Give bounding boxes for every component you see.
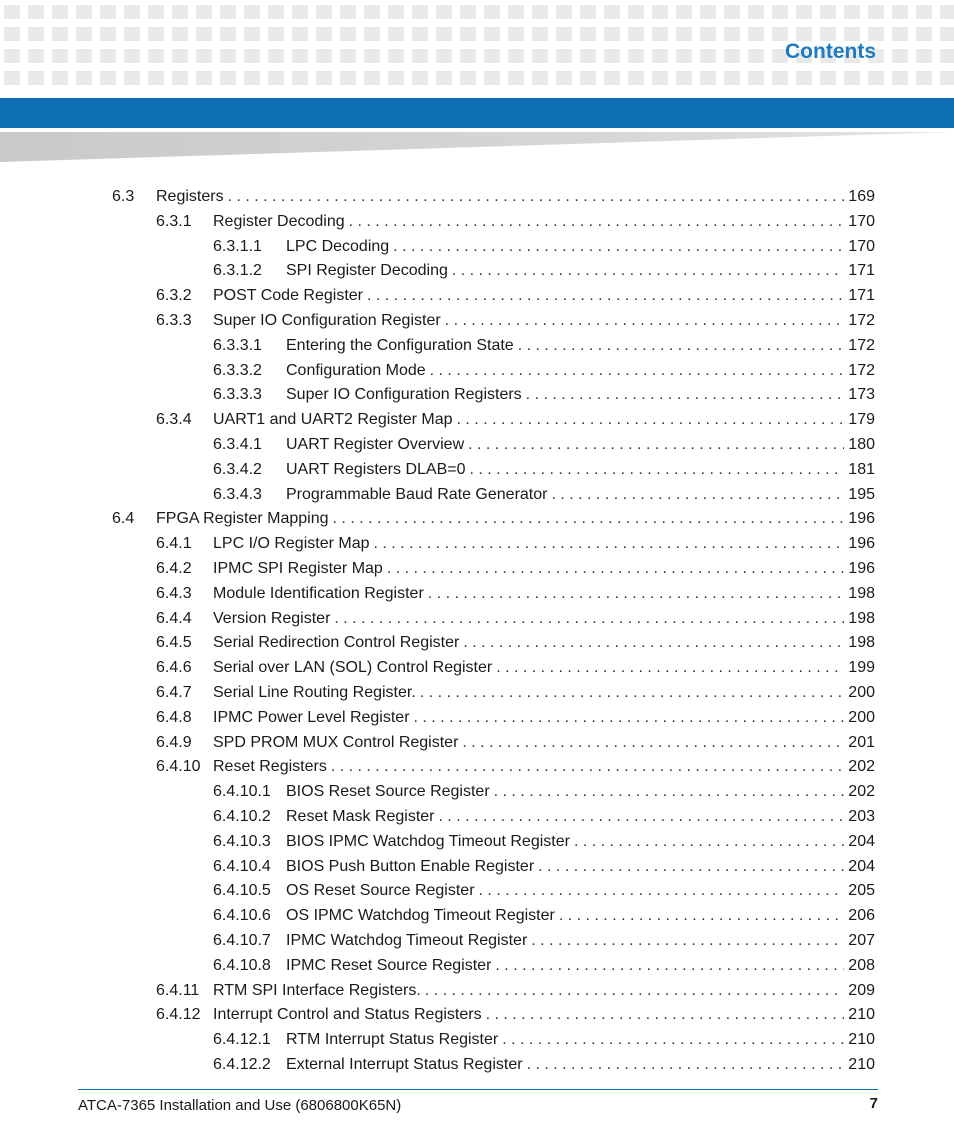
toc-entry-title: Super IO Configuration Registers xyxy=(286,386,522,404)
toc-entry[interactable] xyxy=(213,1028,875,1052)
toc-entry-title: Entering the Configuration State xyxy=(286,336,514,354)
toc-entry-number: 6.4.3 xyxy=(156,584,192,602)
toc-entry[interactable] xyxy=(156,1003,875,1027)
toc-entry-page: 199 xyxy=(848,659,875,677)
toc-entry[interactable] xyxy=(213,334,875,358)
toc-entry[interactable] xyxy=(156,656,875,680)
toc-entry[interactable] xyxy=(156,706,875,730)
toc-entry[interactable] xyxy=(112,507,875,531)
toc-entry-number: 6.3.4 xyxy=(156,411,192,429)
toc-entry[interactable] xyxy=(213,458,875,482)
toc-entry[interactable] xyxy=(213,433,875,457)
toc-entry-title: OS Reset Source Register xyxy=(286,882,475,900)
toc-entry-page: 202 xyxy=(848,758,875,776)
toc-dot-leader xyxy=(457,408,845,432)
toc-entry-page: 210 xyxy=(848,1056,875,1073)
toc-entry-number: 6.4.2 xyxy=(156,560,192,577)
toc-entry-title: SPI Register Decoding xyxy=(286,262,448,280)
toc-entry-page: 210 xyxy=(848,1006,875,1024)
toc-entry-number: 6.4.10.8 xyxy=(213,956,271,974)
toc-entry-title: UART Registers DLAB=0 xyxy=(286,460,466,478)
toc-entry-page: 195 xyxy=(848,485,875,503)
toc-entry-number: 6.3.4.2 xyxy=(213,460,262,478)
toc-entry-page: 208 xyxy=(848,956,875,974)
toc-entry-number: 6.3.4.3 xyxy=(213,485,262,503)
toc-entry-page: 198 xyxy=(848,634,875,652)
toc-entry[interactable] xyxy=(213,235,875,259)
toc-dot-leader xyxy=(531,929,844,953)
footer-divider xyxy=(78,1089,878,1090)
toc-dot-leader xyxy=(445,309,845,333)
toc-dot-leader xyxy=(420,681,845,705)
toc-entry-page: 173 xyxy=(848,386,875,404)
toc-dot-leader xyxy=(374,532,845,556)
toc-entry-page: 180 xyxy=(848,436,875,453)
toc-entry-number: 6.4.1 xyxy=(156,535,192,553)
toc-entry-number: 6.4.12 xyxy=(156,1006,201,1024)
toc-entry[interactable] xyxy=(156,284,875,308)
toc-entry[interactable] xyxy=(156,681,875,705)
toc-entry-number: 6.4.10.2 xyxy=(213,808,271,825)
toc-entry-page: 171 xyxy=(848,287,875,305)
toc-entry-page: 201 xyxy=(848,733,875,751)
toc-entry-page: 206 xyxy=(848,907,875,925)
toc-entry-number: 6.4.10.5 xyxy=(213,882,271,900)
toc-entry-title: Programmable Baud Rate Generator xyxy=(286,485,548,503)
toc-entry-title: UART1 and UART2 Register Map xyxy=(213,411,453,429)
toc-entry-title: LPC I/O Register Map xyxy=(213,535,370,553)
toc-dot-leader xyxy=(494,780,845,804)
toc-entry-title: UART Register Overview xyxy=(286,436,465,453)
toc-entry-number: 6.4.5 xyxy=(156,634,192,652)
toc-dot-leader xyxy=(462,731,844,755)
toc-entry[interactable] xyxy=(213,855,875,879)
toc-entry[interactable] xyxy=(213,259,875,283)
toc-entry[interactable] xyxy=(156,408,875,432)
toc-entry-title: LPC Decoding xyxy=(286,237,390,255)
toc-dot-leader xyxy=(387,557,844,581)
page-title: Contents xyxy=(785,40,876,63)
toc-entry-page: 200 xyxy=(848,684,875,701)
toc-entry-number: 6.4.4 xyxy=(156,609,192,627)
toc-entry-title: Reset Mask Register xyxy=(286,808,435,825)
toc-entry[interactable] xyxy=(112,185,875,209)
toc-entry-title: BIOS Reset Source Register xyxy=(286,783,490,801)
toc-entry[interactable] xyxy=(156,309,875,333)
toc-dot-leader xyxy=(367,284,844,308)
toc-entry-page: 170 xyxy=(848,237,875,255)
toc-entry-title: IPMC Power Level Register xyxy=(213,708,410,726)
toc-entry-number: 6.3.3.3 xyxy=(213,386,262,404)
toc-entry-page: 204 xyxy=(848,832,875,850)
toc-entry[interactable] xyxy=(213,359,875,383)
toc-entry-page: 204 xyxy=(848,857,875,875)
toc-entry[interactable] xyxy=(213,805,875,829)
toc-entry-page: 196 xyxy=(848,510,875,528)
toc-dot-leader xyxy=(574,830,844,854)
toc-entry-page: 181 xyxy=(848,460,875,478)
toc-entry-number: 6.4.6 xyxy=(156,659,192,677)
toc-entry[interactable] xyxy=(213,780,875,804)
toc-dot-leader xyxy=(527,1053,845,1077)
footer-document-title: ATCA-7365 Installation and Use (6806800K65N) xyxy=(78,1097,402,1114)
toc-entry-title: OS IPMC Watchdog Timeout Register xyxy=(286,907,555,925)
toc-entry-title: SPD PROM MUX Control Register xyxy=(213,733,459,751)
toc-entry-title: IPMC Watchdog Timeout Register xyxy=(286,932,528,949)
toc-dot-leader xyxy=(502,1028,844,1052)
toc-entry[interactable] xyxy=(213,830,875,854)
toc-entry-page: 172 xyxy=(848,361,875,379)
toc-entry-page: 209 xyxy=(848,981,875,999)
toc-entry[interactable] xyxy=(156,979,875,1003)
toc-entry-page: 196 xyxy=(848,535,875,553)
toc-entry[interactable] xyxy=(213,383,875,407)
toc-entry-number: 6.3.3.2 xyxy=(213,361,262,379)
toc-entry-number: 6.3.1.1 xyxy=(213,237,262,255)
toc-entry-title: Serial Redirection Control Register xyxy=(213,634,460,652)
toc-entry-page: 203 xyxy=(848,808,875,825)
toc-dot-leader xyxy=(452,259,844,283)
toc-entry-title: BIOS IPMC Watchdog Timeout Register xyxy=(286,832,570,850)
toc-entry-number: 6.4.12.2 xyxy=(213,1056,271,1073)
toc-dot-leader xyxy=(526,383,845,407)
toc-entry-title: BIOS Push Button Enable Register xyxy=(286,857,535,875)
toc-entry-number: 6.4.10.6 xyxy=(213,907,271,925)
toc-entry-title: Serial over LAN (SOL) Control Register xyxy=(213,659,493,677)
toc-entry-number: 6.4.10 xyxy=(156,758,201,776)
toc-entry-number: 6.4.10.4 xyxy=(213,857,271,875)
toc-entry-number: 6.4.7 xyxy=(156,684,192,701)
toc-entry[interactable] xyxy=(156,755,875,779)
toc-entry-page: 172 xyxy=(848,312,875,329)
toc-entry-page: 179 xyxy=(848,411,875,429)
toc-entry[interactable] xyxy=(213,483,875,507)
toc-entry-title: Registers xyxy=(156,188,224,205)
toc-entry[interactable] xyxy=(213,929,875,953)
toc-dot-leader xyxy=(463,631,844,655)
toc-entry-page: 198 xyxy=(848,584,875,602)
toc-entry-number: 6.3.3.1 xyxy=(213,336,262,354)
toc-entry[interactable] xyxy=(156,210,875,234)
toc-entry[interactable] xyxy=(213,1053,875,1077)
toc-entry[interactable] xyxy=(156,631,875,655)
toc-dot-leader xyxy=(551,483,844,507)
toc-entry-title: Serial Line Routing Register. xyxy=(213,684,416,701)
toc-dot-leader xyxy=(428,582,845,606)
toc-dot-leader xyxy=(349,210,845,234)
toc-entry-page: 172 xyxy=(848,336,875,354)
toc-entry-number: 6.3.4.1 xyxy=(213,436,262,453)
toc-entry-number: 6.3.2 xyxy=(156,287,192,305)
toc-dot-leader xyxy=(393,235,844,259)
toc-entry-title: Interrupt Control and Status Registers xyxy=(213,1006,482,1024)
toc-entry-page: 196 xyxy=(848,560,875,577)
toc-dot-leader xyxy=(495,954,844,978)
toc-entry[interactable] xyxy=(213,954,875,978)
footer-page-number: 7 xyxy=(869,1095,878,1112)
toc-dot-leader xyxy=(518,334,845,358)
toc-entry-title: POST Code Register xyxy=(213,287,363,305)
toc-entry-page: 198 xyxy=(848,609,875,627)
toc-entry[interactable] xyxy=(156,557,875,581)
toc-dot-leader xyxy=(333,507,845,531)
toc-entry-title: Module Identification Register xyxy=(213,584,424,602)
toc-entry-title: IPMC Reset Source Register xyxy=(286,956,492,974)
toc-entry-title: Register Decoding xyxy=(213,212,345,230)
toc-entry-number: 6.4.8 xyxy=(156,708,192,726)
toc-entry[interactable] xyxy=(156,607,875,631)
toc-dot-leader xyxy=(479,879,845,903)
toc-entry-page: 210 xyxy=(848,1031,875,1049)
toc-entry-number: 6.4.9 xyxy=(156,733,192,751)
toc-entry-title: IPMC SPI Register Map xyxy=(213,560,383,577)
toc-entry-page: 205 xyxy=(848,882,875,900)
toc-entry-title: External Interrupt Status Register xyxy=(286,1056,523,1073)
toc-dot-leader xyxy=(331,755,844,779)
toc-dot-leader xyxy=(468,433,844,457)
toc-entry-title: Reset Registers xyxy=(213,758,327,776)
toc-entry-page: 202 xyxy=(848,783,875,801)
toc-dot-leader xyxy=(439,805,845,829)
toc-entry-number: 6.4.10.1 xyxy=(213,783,271,801)
toc-dot-leader xyxy=(414,706,845,730)
toc-dot-leader xyxy=(559,904,844,928)
header-blue-band xyxy=(0,98,954,128)
toc-entry-number: 6.4.12.1 xyxy=(213,1031,271,1049)
toc-entry-title: Super IO Configuration Register xyxy=(213,312,441,329)
toc-entry-number: 6.4 xyxy=(112,510,135,528)
toc-entry-number: 6.4.11 xyxy=(156,981,200,999)
toc-entry-number: 6.4.10.3 xyxy=(213,832,271,850)
toc-dot-leader xyxy=(496,656,844,680)
toc-entry-number: 6.3.1 xyxy=(156,212,192,230)
toc-entry[interactable] xyxy=(156,731,875,755)
toc-dot-leader xyxy=(228,185,845,209)
toc-entry-title: FPGA Register Mapping xyxy=(156,510,329,528)
toc-entry-number: 6.4.10.7 xyxy=(213,932,271,949)
toc-entry-page: 200 xyxy=(848,708,875,726)
toc-dot-leader xyxy=(430,359,845,383)
toc-entry-number: 6.3 xyxy=(112,188,135,205)
toc-entry-number: 6.3.3 xyxy=(156,312,192,329)
toc-dot-leader xyxy=(486,1003,845,1027)
header-gray-band xyxy=(0,132,954,162)
toc-entry-page: 207 xyxy=(848,932,875,949)
toc-entry[interactable] xyxy=(213,879,875,903)
toc-entry[interactable] xyxy=(156,532,875,556)
toc-entry-number: 6.3.1.2 xyxy=(213,262,262,280)
toc-entry-page: 169 xyxy=(848,188,875,205)
toc-entry-title: RTM Interrupt Status Register xyxy=(286,1031,499,1049)
toc-entry[interactable] xyxy=(213,904,875,928)
toc-dot-leader xyxy=(334,607,844,631)
toc-dot-leader xyxy=(469,458,844,482)
toc-entry-title: Configuration Mode xyxy=(286,361,426,379)
toc-entry-title: Version Register xyxy=(213,609,331,627)
toc-entry[interactable] xyxy=(156,582,875,606)
toc-entry-title: RTM SPI Interface Registers. xyxy=(213,981,421,999)
toc-entry-page: 170 xyxy=(848,212,875,230)
toc-entry-page: 171 xyxy=(848,262,875,280)
toc-dot-leader xyxy=(425,979,845,1003)
toc-dot-leader xyxy=(538,855,844,879)
